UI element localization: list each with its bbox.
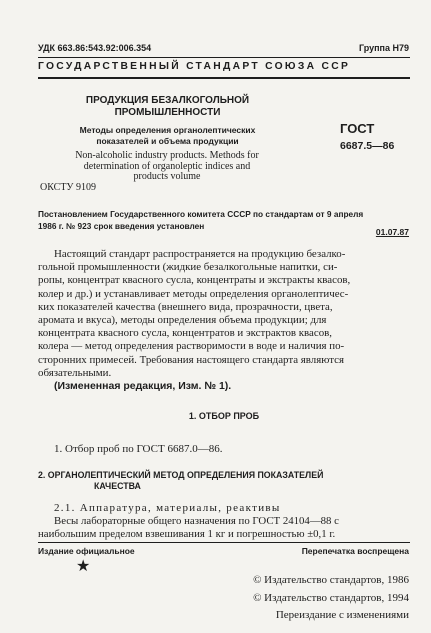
section-2-heading-line-1: 2. ОРГАНОЛЕПТИЧЕСКИЙ МЕТОД ОПРЕДЕЛЕНИЯ ПОКАЗАТЕЛЕЙ — [38, 470, 324, 480]
intro-line: Настоящий стандарт распространяется на продукцию безалко- — [54, 248, 346, 260]
title-line-1: ПРОДУКЦИЯ БЕЗАЛКОГОЛЬНОЙ — [85, 95, 250, 106]
intro-line: концентрата квасного сусла, концентратов и экстрактов квасов, — [38, 327, 333, 340]
subsection-2-1-heading: 2.1. Аппаратура, материалы, реактивы — [54, 502, 281, 514]
gost-number: 6687.5—86 — [340, 140, 395, 152]
reprint-prohibited: Перепечатка воспрещена — [301, 546, 409, 556]
section-2-heading-line-2: КАЧЕСТВА — [94, 481, 141, 491]
intro-line: сторонних примесей. Требования настоящего стандарта являются — [38, 353, 344, 366]
intro-line: ропы, концентрат квасного сусла, концентраты и экстракты квасов, — [38, 274, 351, 287]
intro-line: колера — метод определения растворимости в воде и наличия по- — [38, 340, 345, 353]
publisher-1994: © Издательство стандартов, 1994 — [253, 591, 409, 604]
intro-paragraph — [38, 248, 410, 380]
reissue-note: Переиздание с изменениями — [275, 609, 409, 621]
title-line-2: ПРОМЫШЛЕННОСТИ — [114, 107, 221, 118]
english-title-line-2: determination of organoleptic indices and — [83, 160, 251, 172]
english-title — [36, 151, 298, 183]
amendment-note: (Измененная редакция, Изм. № 1). — [54, 380, 232, 392]
decree-line-1: Постановлением Государственного комитета СССР по стандартам от 9 апреля — [38, 209, 364, 219]
footer-rule — [38, 542, 410, 543]
effective-date: 01.07.87 — [375, 227, 409, 237]
subtitle-line-1: Методы определения органолептических — [79, 125, 256, 135]
section-1-heading: 1. ОТБОР ПРОБ — [188, 411, 260, 421]
intro-line: колер и др.) и устанавливает методы определения органолептичес- — [38, 287, 349, 300]
decree — [38, 209, 363, 232]
section-1-text: 1. Отбор проб по ГОСТ 6687.0—86. — [54, 443, 223, 455]
section-2-heading — [38, 470, 418, 492]
publisher-block — [253, 572, 409, 625]
header-rule-bottom — [38, 77, 410, 79]
header-rule-top — [38, 57, 410, 58]
english-title-line-1: Non-alcoholic industry products. Methods for — [75, 150, 259, 161]
gost-label: ГОСТ — [340, 121, 375, 136]
intro-line: ких показателей качества (внешнего вида, прозрачности, цвета, — [38, 300, 333, 313]
subsection-2-1-text — [38, 515, 339, 540]
subtitle-line-2: показателей и объема продукции — [96, 136, 239, 146]
standard-banner: ГОСУДАРСТВЕННЫЙ СТАНДАРТ СОЮЗА ССР — [38, 61, 351, 72]
document-subtitle — [40, 125, 295, 147]
group-code: Группа Н79 — [358, 43, 409, 53]
intro-line: аромата и вкуса), методы определения объема продукции; для — [38, 314, 327, 327]
intro-line: гольной промышленности (жидкие безалкогольные напитки, си- — [38, 261, 338, 274]
star-icon: ★ — [76, 558, 91, 575]
publisher-1986: © Издательство стандартов, 1986 — [253, 574, 409, 586]
decree-line-2: 1986 г. № 923 срок введения установлен — [38, 220, 205, 231]
udk-code: УДК 663.86:543.92:006.354 — [38, 43, 152, 53]
official-edition: Издание официальное — [38, 546, 135, 556]
english-title-line-3: products volume — [133, 171, 201, 182]
subsection-2-1-line-1: Весы лабораторные общего назначения по ГОСТ 24104—88 с — [54, 515, 339, 527]
intro-line: обязательными. — [38, 366, 112, 379]
okstu-code: ОКСТУ 9109 — [40, 182, 97, 193]
subsection-2-1-line-2: наибольшим пределом взвешивания 1 кг и погрешностью ±0,1 г. — [38, 527, 336, 540]
document-title — [40, 95, 295, 119]
